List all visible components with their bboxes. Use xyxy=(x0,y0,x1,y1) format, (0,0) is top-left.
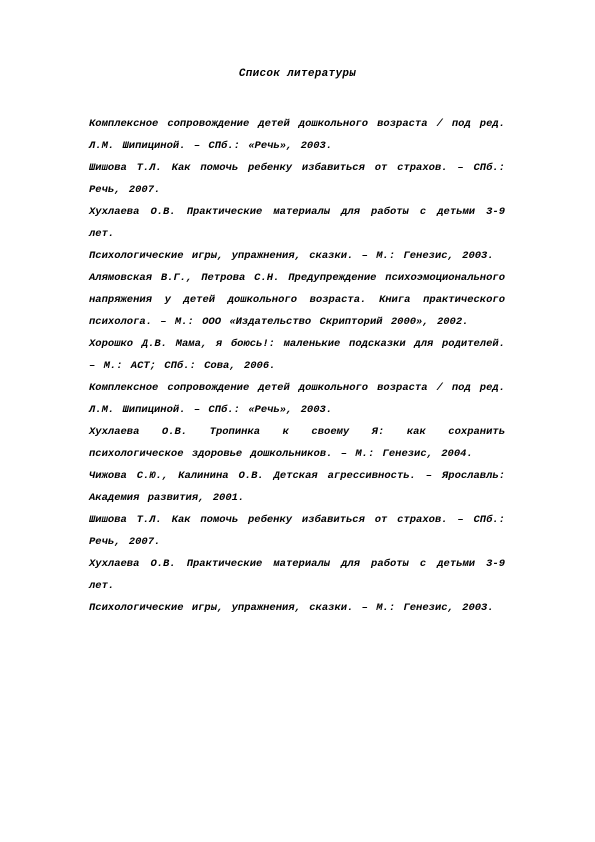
page-title: Список литературы xyxy=(238,68,357,80)
bibliography-entry: Шишова Т.Л. Как помочь ребенку избавиться от страхов. – СПб.: Речь, 2007. xyxy=(89,514,505,548)
bibliography-entry: Комплексное сопровождение детей дошкольного возраста / под ред. Л.М. Шипициной. – СПб.: «Речь», 2003. xyxy=(89,118,505,152)
bibliography-list xyxy=(89,113,505,619)
bibliography-entry: Алямовская В.Г., Петрова С.Н. Предупреждение психоэмоционального напряжения у детей дошкольного возраста. Книга практического психолога. – М.: ООО «Издательство Скрипторий 2000», 2002. xyxy=(89,272,505,328)
bibliography-entry: Хухлаева О.В. Практические материалы для работы с детьми 3-9 лет. xyxy=(89,558,505,592)
bibliography-entry: Чижова С.Ю., Калинина О.В. Детская агрессивность. – Ярославль: Академия развития, 2001. xyxy=(89,470,505,504)
bibliography-entry: Психологические игры, упражнения, сказки. – М.: Генезис, 2003. xyxy=(89,250,494,262)
bibliography-entry: Хухлаева О.В. Практические материалы для работы с детьми 3-9 лет. xyxy=(89,206,505,240)
bibliography-entry: Психологические игры, упражнения, сказки. – М.: Генезис, 2003. xyxy=(89,602,494,614)
bibliography-entry: Хорошко Д.В. Мама, я боюсь!: маленькие подсказки для родителей. – М.: АСТ; СПб.: Сова, 2006. xyxy=(89,338,505,372)
bibliography-entry: Хухлаева О.В. Тропинка к своему Я: как сохранить психологическое здоровье дошкольников. – М.: Генезис, 2004. xyxy=(89,426,505,460)
bibliography-entry: Шишова Т.Л. Как помочь ребенку избавиться от страхов. – СПб.: Речь, 2007. xyxy=(89,162,505,196)
bibliography-entry: Комплексное сопровождение детей дошкольного возраста / под ред. Л.М. Шипициной. – СПб.: «Речь», 2003. xyxy=(89,382,505,416)
